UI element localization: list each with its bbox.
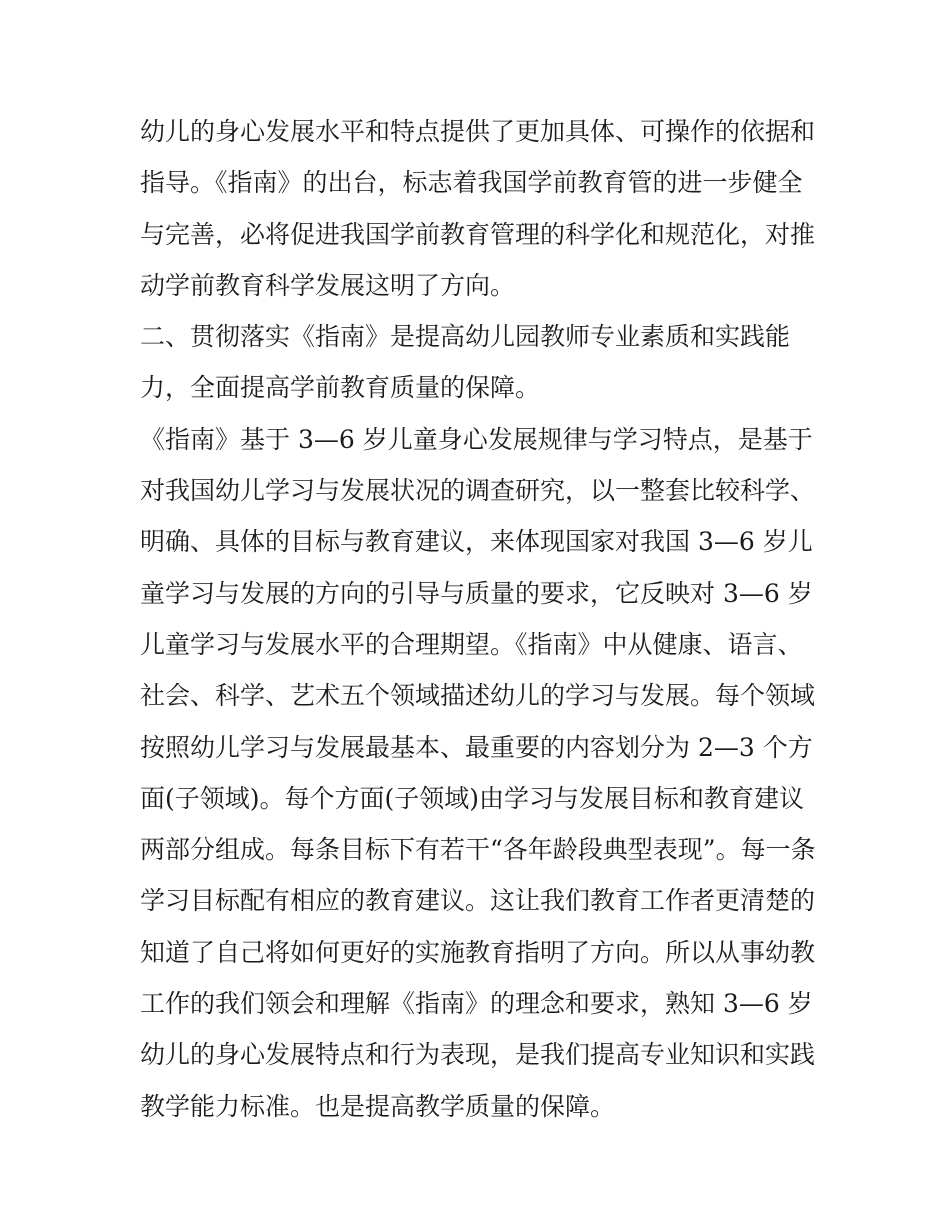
text-line: 对我国幼儿学习与发展状况的调查研究，以一整套比较科学、 [140, 476, 816, 506]
text-line: 面(子领域)。每个方面(子领域)由学习与发展目标和教育建议 [140, 783, 805, 813]
section-heading-line: 二、贯彻落实《指南》是提高幼儿园教师专业素质和实践能 [140, 322, 791, 352]
text-line: 指导。《指南》的出台，标志着我国学前教育管的进一步健全 [140, 168, 803, 198]
text-line: 知道了自己将如何更好的实施教育指明了方向。所以从事幼教 [140, 937, 816, 967]
text-line: 动学前教育科学发展这明了方向。 [140, 270, 516, 300]
text-line: 按照幼儿学习与发展最基本、最重要的内容划分为 2—3 个方 [140, 732, 813, 762]
text-line: 儿童学习与发展水平的合理期望。《指南》中从健康、语言、 [140, 629, 803, 659]
text-line: 工作的我们领会和理解《指南》的理念和要求，熟知 3—6 岁 [140, 989, 813, 1019]
text-line: 《指南》基于 3—6 岁儿童身心发展规律与学习特点，是基于 [140, 424, 813, 454]
text-line: 学习目标配有相应的教育建议。这让我们教育工作者更清楚的 [140, 886, 816, 916]
text-line: 童学习与发展的方向的引导与质量的要求，它反映对 3—6 岁 [140, 578, 813, 608]
text-line: 与完善，必将促进我国学前教育管理的科学化和规范化，对推 [140, 219, 816, 249]
text-line: 幼儿的身心发展特点和行为表现，是我们提高专业知识和实践 [140, 1040, 816, 1070]
text-line: 两部分组成。每条目标下有若干“各年龄段典型表现”。每一条 [140, 835, 816, 865]
section-heading-line: 力，全面提高学前教育质量的保障。 [140, 373, 541, 403]
body-text [140, 106, 820, 1132]
text-line: 明确、具体的目标与教育建议，来体现国家对我国 3—6 岁儿 [140, 527, 813, 557]
text-line: 幼儿的身心发展水平和特点提供了更加具体、可操作的依据和 [140, 117, 816, 146]
text-line: 社会、科学、艺术五个领域描述幼儿的学习与发展。每个领域 [140, 681, 816, 711]
text-line: 教学能力标准。也是提高教学质量的保障。 [140, 1091, 616, 1121]
